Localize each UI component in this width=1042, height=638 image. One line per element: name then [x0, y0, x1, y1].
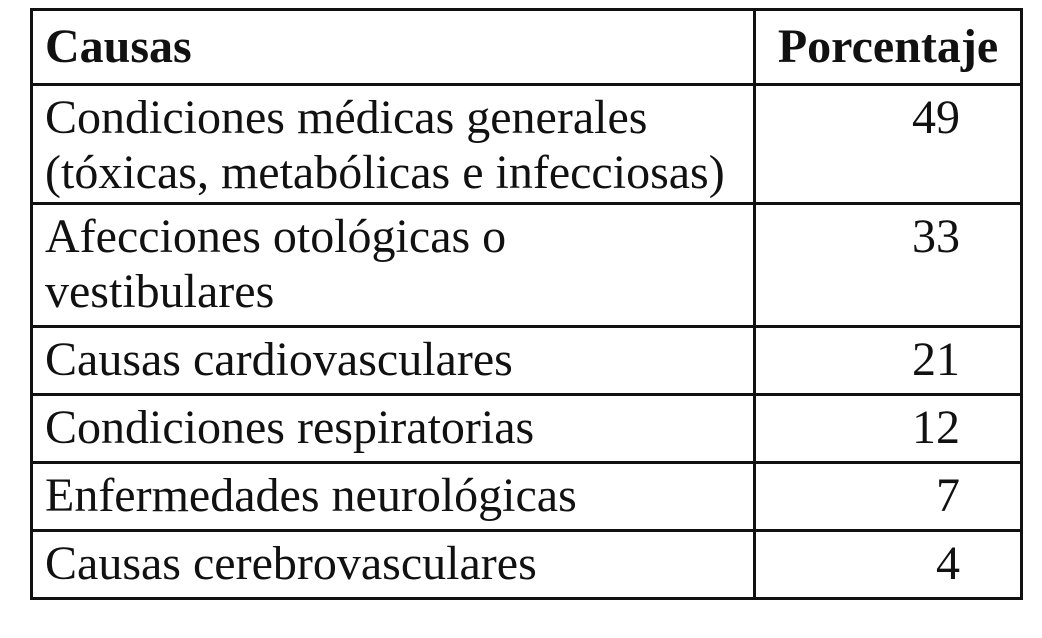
- cause-cell: Causas cerebrovasculares: [32, 531, 755, 599]
- header-causas: Causas: [32, 10, 755, 85]
- table-row: [32, 204, 1022, 327]
- cause-cell: Causas cardiovasculares: [32, 327, 755, 395]
- percentage-cell: 12: [755, 395, 1022, 463]
- table-row: [32, 463, 1022, 531]
- causes-table: [30, 8, 1023, 600]
- table-row: [32, 85, 1022, 204]
- cause-cell: Condiciones respiratorias: [32, 395, 755, 463]
- table-row: [32, 395, 1022, 463]
- percentage-cell: 4: [755, 531, 1022, 599]
- table-header-row: [32, 10, 1022, 85]
- percentage-cell: 33: [755, 204, 1022, 327]
- percentage-cell: 7: [755, 463, 1022, 531]
- percentage-cell: 21: [755, 327, 1022, 395]
- table-row: [32, 531, 1022, 599]
- table-row: [32, 327, 1022, 395]
- cause-cell: Enfermedades neurológicas: [32, 463, 755, 531]
- cause-cell: Afecciones otológicas o vestibulares: [32, 204, 755, 327]
- cause-cell: Condiciones médicas generales (tóxicas, metabólicas e infecciosas): [32, 85, 755, 204]
- header-porcentaje: Porcentaje: [755, 10, 1022, 85]
- percentage-cell: 49: [755, 85, 1022, 204]
